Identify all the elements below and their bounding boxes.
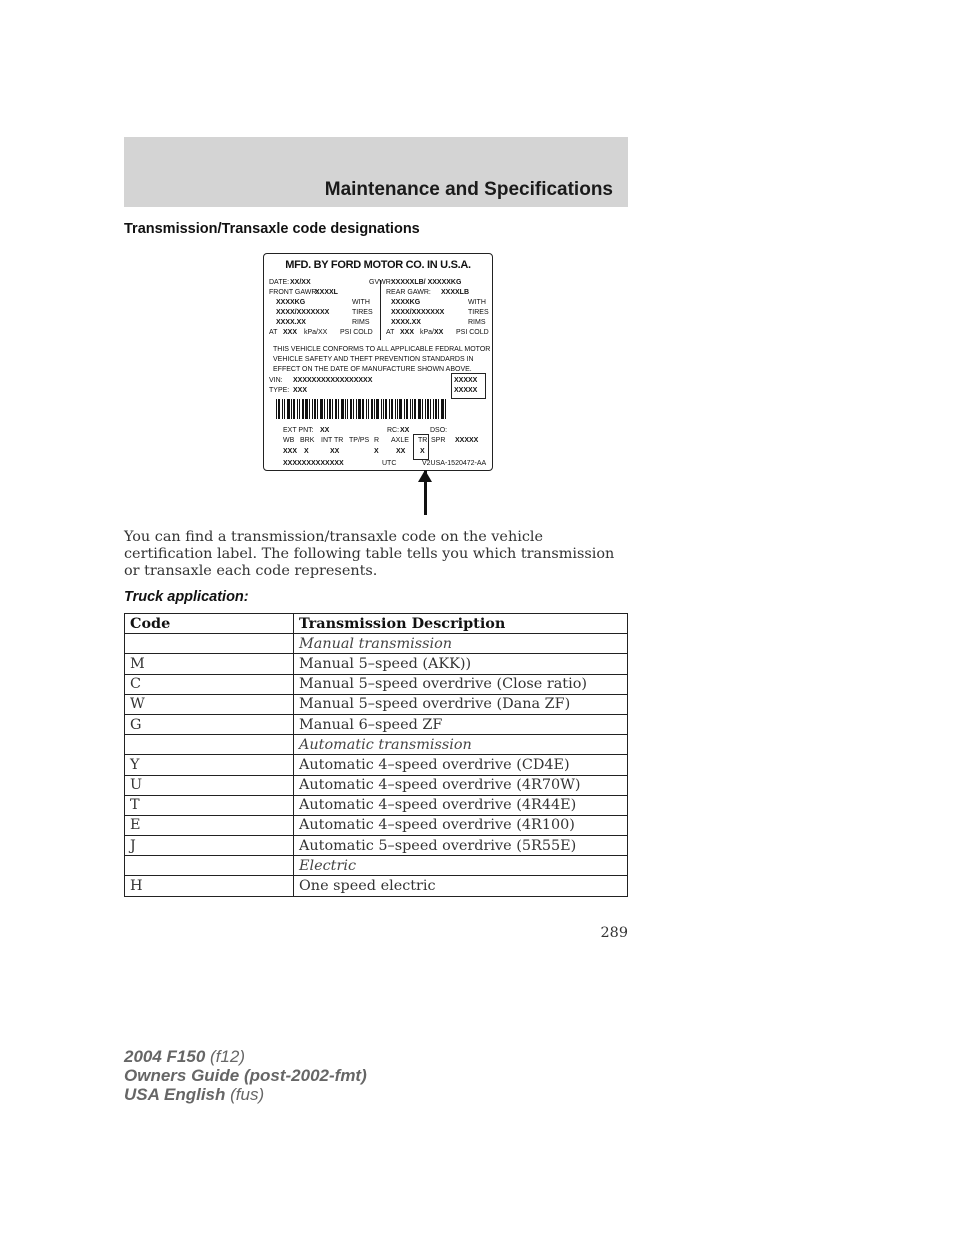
label-front-tires: TIRES [352,309,373,316]
label-rear-psi: PSI COLD [456,329,489,336]
barcode-bar [356,399,357,419]
table-row [125,674,628,694]
barcode-bar [291,399,292,419]
table-row [125,795,628,815]
barcode-bar [341,399,344,419]
table-row [125,694,628,714]
pointer-arrow-head-icon [418,470,432,482]
table-header-row [125,614,628,634]
label-front-kpa: kPa/XX [304,329,328,336]
label-front-gawr-value: XXXXL [315,289,338,296]
label-vin: VIN: [269,377,283,384]
label-gvwr-value: XXXXXLB/ XXXXXKG [391,279,462,286]
barcode-bar [362,399,364,419]
code-cell: H [125,876,294,896]
label-int-tr-value: XX [330,448,340,455]
barcode-bar [324,399,325,419]
certification-label-figure [263,253,493,471]
label-conformity-line1: THIS VEHICLE CONFORMS TO ALL APPLICABLE FEDRAL MOTOR [273,346,491,353]
barcode-bar [353,399,354,419]
barcode-bar [287,399,290,419]
header-band [124,137,628,207]
label-front-gawr: FRONT GAWR: [269,289,319,296]
table-row [125,654,628,674]
barcode-bar [314,399,316,419]
transmission-code-highlight-box [413,434,429,460]
footer-model-code: (f12) [210,1047,245,1066]
description-cell: Automatic 4–speed overdrive (4R100) [294,815,628,835]
barcode-bar [412,399,413,419]
description-cell: One speed electric [294,876,628,896]
code-cell [125,735,294,755]
barcode-bar [397,399,398,419]
label-code-box-value-2: XXXXX [454,387,478,394]
footer-line-1 [124,1047,367,1066]
barcode-bar [410,399,411,419]
label-gvwr: GVWR: [369,279,393,286]
barcode-bar [371,399,373,419]
label-front-with: WITH [352,299,370,306]
code-cell: M [125,654,294,674]
description-cell: Manual 6–speed ZF [294,714,628,734]
label-rear-tires-value: XXXX/XXXXXXX [391,309,445,316]
barcode-bar [441,399,444,419]
label-r-value: X [374,448,379,455]
label-part-number: V2USA-1520472-AA [422,460,487,467]
code-cell: C [125,674,294,694]
barcode-bar [278,399,280,419]
intro-paragraph: You can find a transmission/transaxle code on the vehicle certification label. The following table tells you which transmission or transaxle each code represents. [124,529,615,579]
label-wb-value: XXX [283,448,298,455]
footer-line-3 [124,1085,367,1104]
footer-language: USA English [124,1085,226,1104]
description-cell: Automatic 4–speed overdrive (CD4E) [294,755,628,775]
label-rc-value: XX [400,427,410,434]
truck-application-subhead: Truck application: [124,589,249,605]
label-int-tr: INT TR [321,437,344,444]
barcode-bar [376,399,379,419]
barcode-bar [282,399,283,419]
barcode-bar [374,399,375,419]
barcode-bar [368,399,369,419]
label-type: TYPE: [269,387,290,394]
label-front-rims: RIMS [352,319,370,326]
table-row [125,735,628,755]
barcode-bar [350,399,352,419]
label-rear-gawr: REAR GAWR: [386,289,431,296]
table-row [125,634,628,654]
label-rear-kpa: kPa/ [420,329,435,336]
label-heading: MFD. BY FORD MOTOR CO. IN U.S.A. [285,259,471,271]
barcode-bar [399,399,402,419]
barcode-bar [345,399,346,419]
barcode-bar [414,399,416,419]
section-title: Transmission/Transaxle code designations [124,221,420,237]
label-tr: TR [418,437,428,444]
barcode-bar [425,399,426,419]
label-front-psi: PSI COLD [340,329,373,336]
label-rear-at: AT [386,329,395,336]
description-cell: Automatic 4–speed overdrive (4R70W) [294,775,628,795]
code-cell: W [125,694,294,714]
barcode-bar [389,399,390,419]
code-cell: J [125,836,294,856]
label-front-tires-value: XXXX/XXXXXXX [276,309,330,316]
description-cell: Automatic 4–speed overdrive (4R44E) [294,795,628,815]
label-front-at-value: XXX [283,329,298,336]
label-dso: DSO: [430,427,448,434]
barcode-bar [438,399,439,419]
category-cell: Automatic transmission [294,735,628,755]
barcode-bar [406,399,408,419]
label-r: R [374,437,380,444]
footer-document-info [124,1047,367,1104]
label-axle-value: XX [396,448,406,455]
barcode-bar [422,399,423,419]
barcode-bar [366,399,367,419]
description-cell: Automatic 5–speed overdrive (5R55E) [294,836,628,856]
footer-line-2 [124,1066,367,1085]
description-cell: Manual 5–speed (AKK)) [294,654,628,674]
label-vin-value: XXXXXXXXXXXXXXXXX [293,377,373,384]
label-rear-rims: RIMS [468,319,486,326]
barcode-bar [445,399,446,419]
table-row [125,836,628,856]
label-barcode [276,399,484,419]
barcode-bar [383,399,384,419]
footer-language-code: (fus) [230,1085,265,1104]
barcode-bar [299,399,300,419]
category-cell: Manual transmission [294,634,628,654]
table-row [125,856,628,876]
label-rear-at-value: XXX [400,329,415,336]
label-utc: UTC [382,460,397,467]
barcode-bar [335,399,337,419]
code-cell: Y [125,755,294,775]
barcode-bar [317,399,318,419]
label-code-box-value-1: XXXXX [454,377,478,384]
label-date-value: XX/XX [290,279,311,286]
label-divider [380,280,381,340]
barcode-bar [312,399,313,419]
column-header-code: Code [125,614,294,634]
description-cell: Manual 5–speed overdrive (Close ratio) [294,674,628,694]
label-rear-gawr-value: XXXXLB [441,289,470,296]
table-row [125,876,628,896]
barcode-bar [293,399,295,419]
category-cell: Electric [294,856,628,876]
label-spr: SPR [431,437,446,444]
label-brk-value: X [304,448,309,455]
label-rear-kpa-value: XX [434,329,444,336]
barcode-bar [404,399,405,419]
footer-model: 2004 F150 [124,1047,206,1066]
description-cell: Manual 5–speed overdrive (Dana ZF) [294,694,628,714]
page-number: 289 [600,925,628,941]
code-cell: E [125,815,294,835]
barcode-bar [391,399,393,419]
barcode-bar [418,399,421,419]
barcode-bar [347,399,348,419]
barcode-bar [385,399,387,419]
barcode-bar [435,399,437,419]
transmission-codes-table [124,613,628,897]
label-conformity-line2: VEHICLE SAFETY AND THEFT PREVENTION STANDARDS IN [273,356,474,363]
barcode-bar [329,399,331,419]
barcode-bar [327,399,328,419]
label-rear-with: WITH [468,299,486,306]
barcode-bar [309,399,310,419]
label-ext-pnt: EXT PNT: [283,427,314,434]
label-ext-pnt-value: XX [320,427,330,434]
barcode-bar [305,399,308,419]
label-conformity-line3: EFFECT ON THE DATE OF MANUFACTURE SHOWN ABOVE. [273,366,472,373]
barcode-bar [320,399,323,419]
table-row [125,714,628,734]
label-front-at: AT [269,329,278,336]
label-front-kg: XXXXKG [276,299,306,306]
label-rear-kg: XXXXKG [391,299,421,306]
label-axle: AXLE [391,437,409,444]
barcode-bar [427,399,429,419]
label-rear-rims-value: XXXX.XX [391,319,421,326]
barcode-bar [395,399,396,419]
label-brk: BRK [300,437,315,444]
code-cell: U [125,775,294,795]
label-rear-tires: TIRES [468,309,489,316]
code-cell: G [125,714,294,734]
barcode-bar [297,399,298,419]
label-date: DATE: [269,279,290,286]
table-row [125,815,628,835]
barcode-bar [302,399,304,419]
label-wb: WB [283,437,295,444]
footer-guide-format: Owners Guide (post-2002-fmt) [124,1066,367,1085]
label-type-value: XXX [293,387,308,394]
label-spr-value: XXXXX [455,437,479,444]
label-tp-ps: TP/PS [349,437,370,444]
label-bottom-code: XXXXXXXXXXXXX [283,460,344,467]
barcode-bar [276,399,277,419]
barcode-bar [433,399,434,419]
barcode-bar [430,399,431,419]
column-header-description: Transmission Description [294,614,628,634]
label-front-rims-value: XXXX.XX [276,319,306,326]
table-row [125,755,628,775]
barcode-bar [381,399,382,419]
code-cell [125,634,294,654]
table-row [125,775,628,795]
label-tr-value: X [420,448,425,455]
barcode-bar [284,399,285,419]
page-header-title: Maintenance and Specifications [324,179,613,200]
code-cell: T [125,795,294,815]
barcode-bar [332,399,333,419]
code-cell [125,856,294,876]
label-rc: RC: [387,427,400,434]
barcode-bar [338,399,339,419]
barcode-bar [358,399,361,419]
